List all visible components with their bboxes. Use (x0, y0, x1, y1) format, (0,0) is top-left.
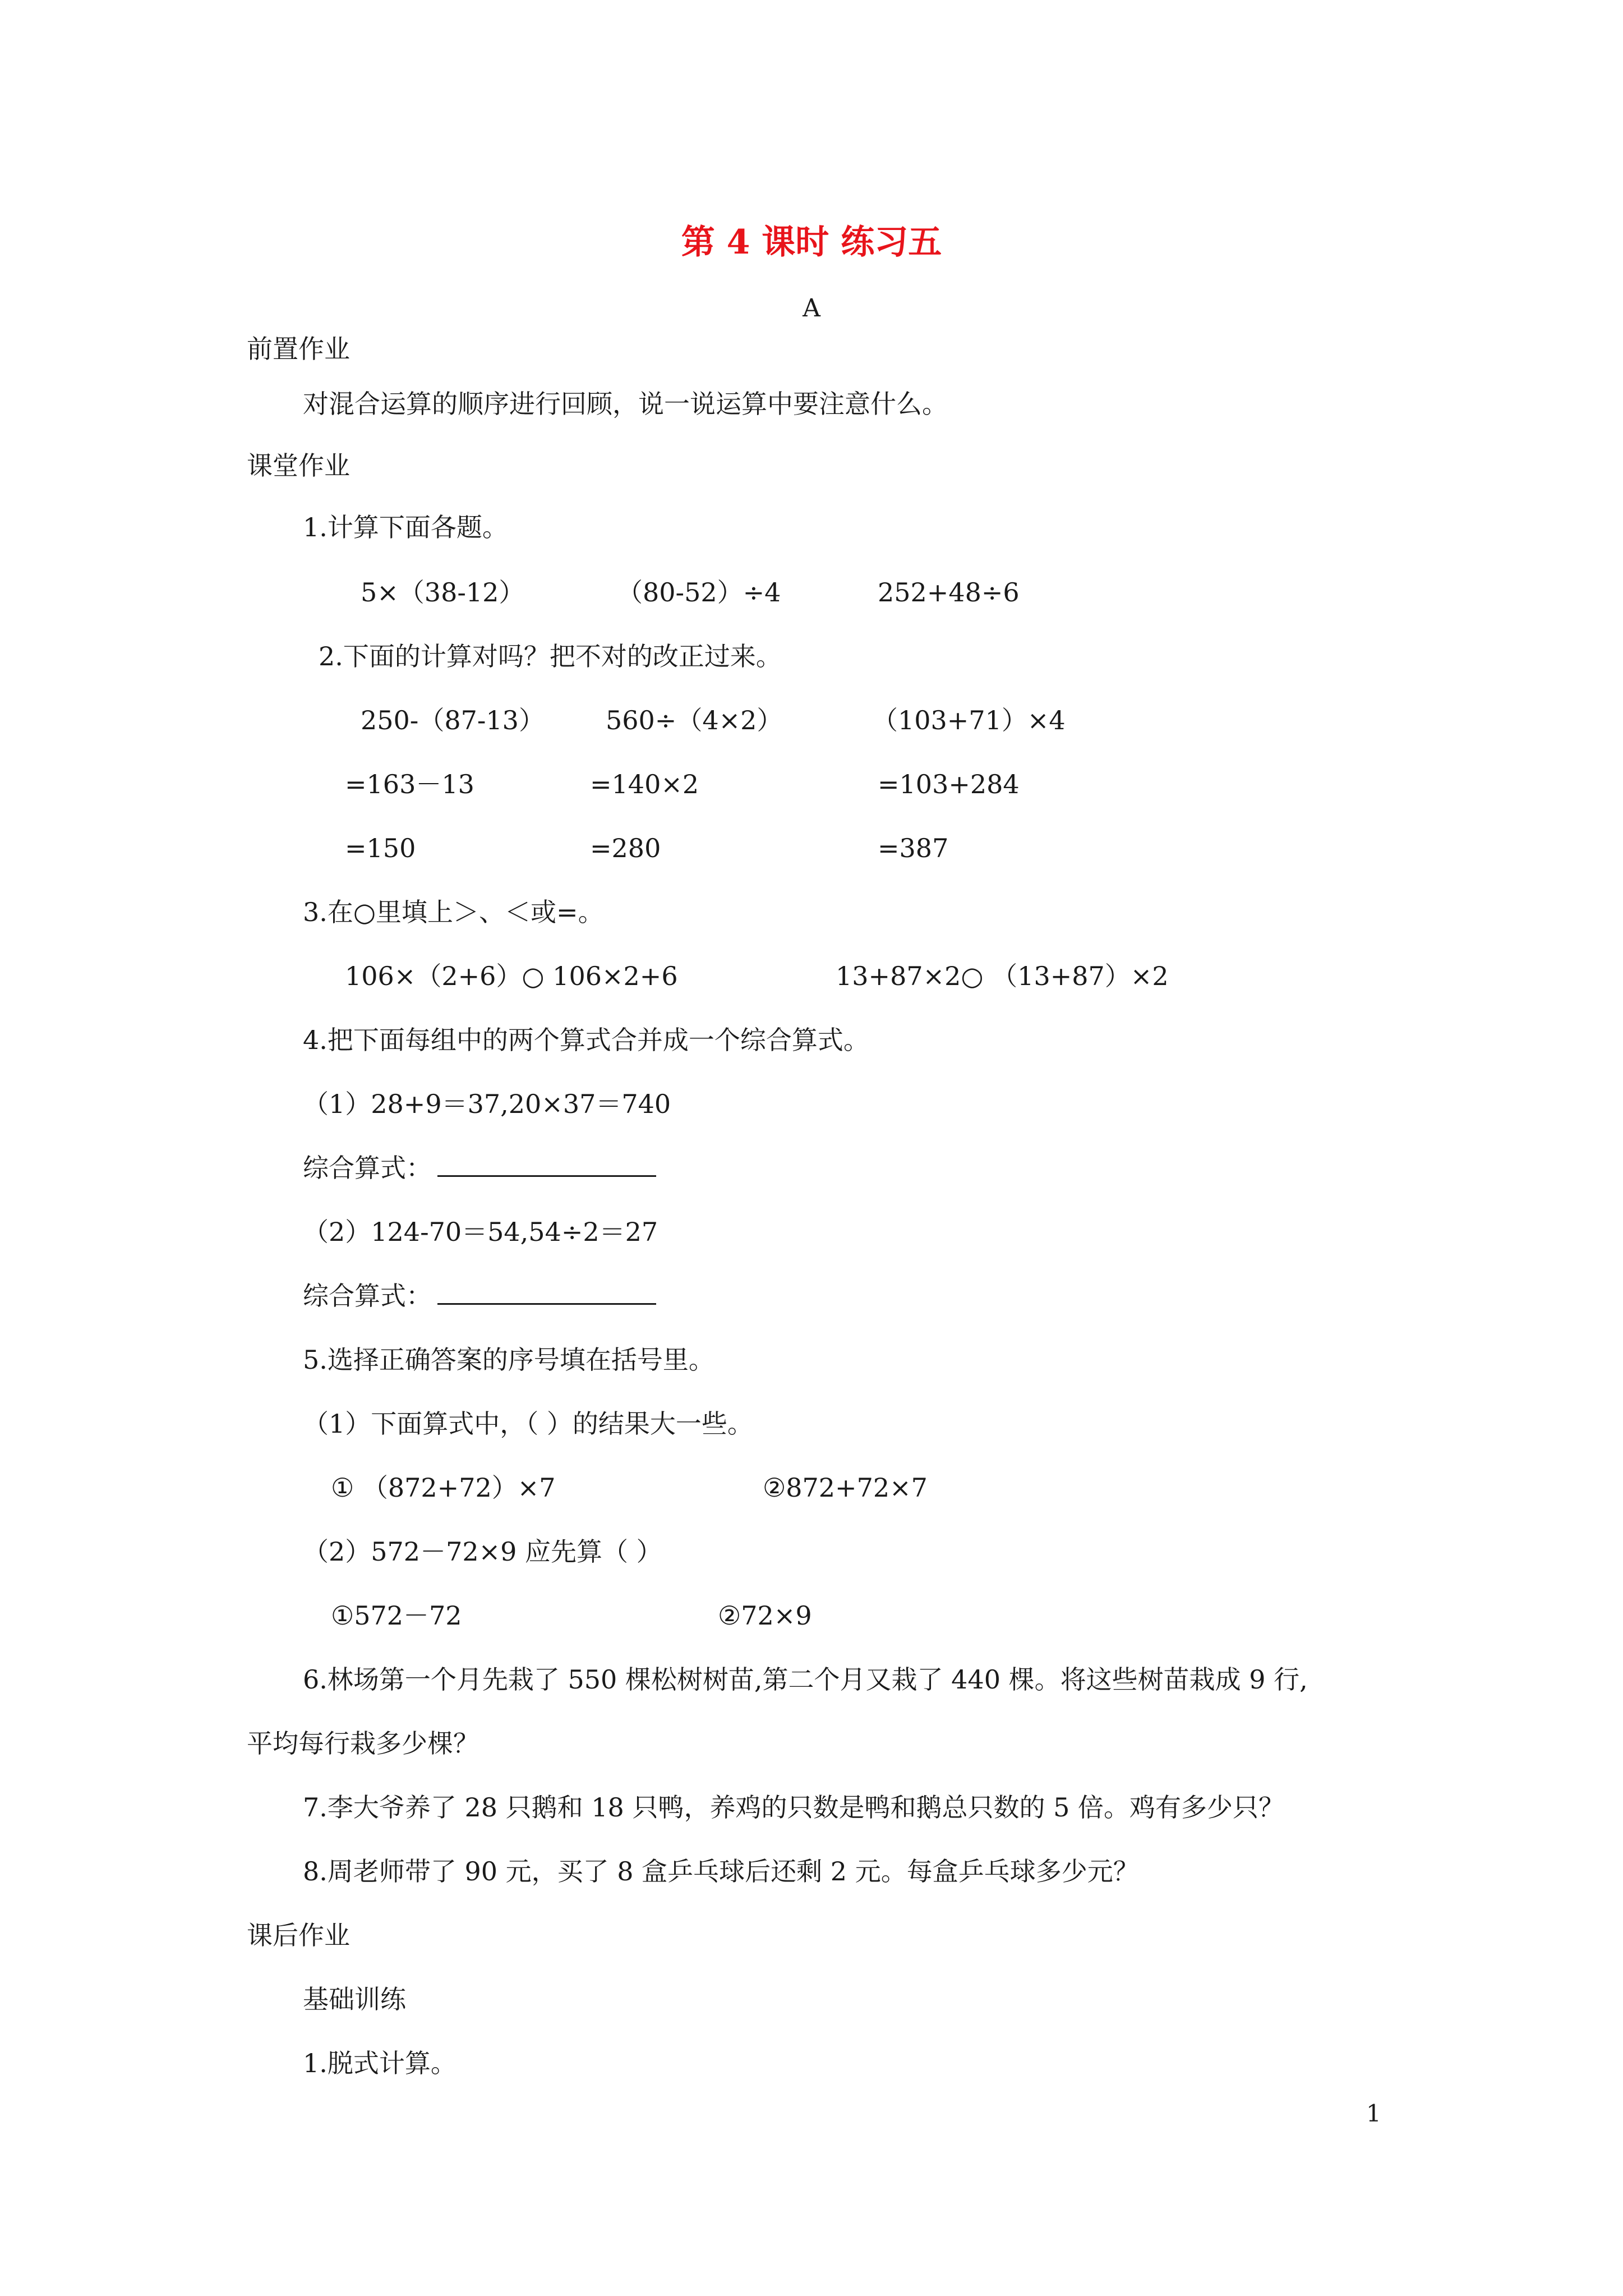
question-5-sub-2-option-a: ①572－72 (331, 1600, 462, 1631)
question-2-row3-a: =150 (345, 833, 416, 863)
answer-blank-2[interactable] (437, 1281, 656, 1305)
question-4-answer-2 (303, 1279, 656, 1313)
question-5-sub-1-option-a: ① （872+72）×7 (331, 1473, 556, 1503)
question-5-sub-1: （1）下面算式中，（ ）的结果大一些。 (303, 1409, 753, 1439)
page-title: 第 4 课时 练习五 (681, 223, 942, 262)
question-1-expr-b: （80-52）÷4 (617, 577, 781, 608)
combined-formula-label: 综合算式： (303, 1153, 432, 1183)
combined-formula-label: 综合算式： (303, 1281, 432, 1311)
question-2-prompt: 2.下面的计算对吗？把不对的改正过来。 (319, 641, 782, 671)
question-5-sub-1-option-b: ②872+72×7 (763, 1473, 928, 1503)
version-label: A (803, 294, 820, 323)
question-2-row2-a: =163－13 (345, 769, 474, 799)
question-3-item-a: 106×（2+6）○ 106×2+6 (345, 961, 678, 991)
question-2-row2-b: =140×2 (590, 769, 699, 799)
question-4-group-2: （2）124-70＝54,54÷2＝27 (303, 1217, 658, 1247)
question-1-expr-c: 252+48÷6 (878, 577, 1020, 608)
question-2-row3-c: =387 (878, 833, 949, 863)
section-after-homework: 课后作业 (247, 1920, 350, 1950)
question-3-prompt: 3.在○里填上＞、＜或=。 (303, 897, 604, 927)
question-2-row1-b: 560÷（4×2） (606, 705, 783, 735)
question-6-line-1: 6.林场第一个月先栽了 550 棵松树树苗,第二个月又栽了 440 棵。将这些树苗栽成 9 行, (303, 1664, 1308, 1695)
question-1-expr-a: 5×（38-12） (361, 577, 525, 608)
question-5-sub-2: （2）572－72×9 应先算（ ） (303, 1536, 662, 1567)
question-1-prompt: 1.计算下面各题。 (303, 512, 508, 542)
question-4-answer-1 (303, 1151, 656, 1185)
question-7: 7.李大爷养了 28 只鹅和 18 只鸭，养鸡的只数是鸭和鹅总只数的 5 倍。鸡有多少只？ (303, 1792, 1284, 1823)
question-2-row3-b: =280 (590, 833, 661, 863)
question-5-prompt: 5.选择正确答案的序号填在括号里。 (303, 1345, 714, 1375)
question-2-row1-a: 250-（87-13） (361, 705, 545, 735)
section-pre-homework: 前置作业 (247, 334, 350, 364)
section-basic-training: 基础训练 (303, 1984, 406, 2014)
homework-question-1: 1.脱式计算。 (303, 2048, 457, 2078)
question-5-sub-2-option-b: ②72×9 (718, 1600, 812, 1631)
section-class-homework: 课堂作业 (247, 450, 350, 481)
question-2-row2-c: =103+284 (878, 769, 1020, 799)
question-2-row1-c: （103+71）×4 (872, 705, 1066, 735)
question-4-group-1: （1）28+9＝37,20×37＝740 (303, 1089, 671, 1119)
question-3-item-b: 13+87×2○ （13+87）×2 (836, 961, 1169, 991)
page-number: 1 (1366, 2100, 1381, 2127)
pre-homework-text: 对混合运算的顺序进行回顾，说一说运算中要注意什么。 (303, 389, 948, 419)
question-8: 8.周老师带了 90 元，买了 8 盒乒乓球后还剩 2 元。每盒乒乓球多少元？ (303, 1856, 1139, 1887)
answer-blank-1[interactable] (437, 1153, 656, 1177)
question-6-line-2: 平均每行栽多少棵？ (247, 1728, 479, 1759)
question-4-prompt: 4.把下面每组中的两个算式合并成一个综合算式。 (303, 1025, 869, 1055)
